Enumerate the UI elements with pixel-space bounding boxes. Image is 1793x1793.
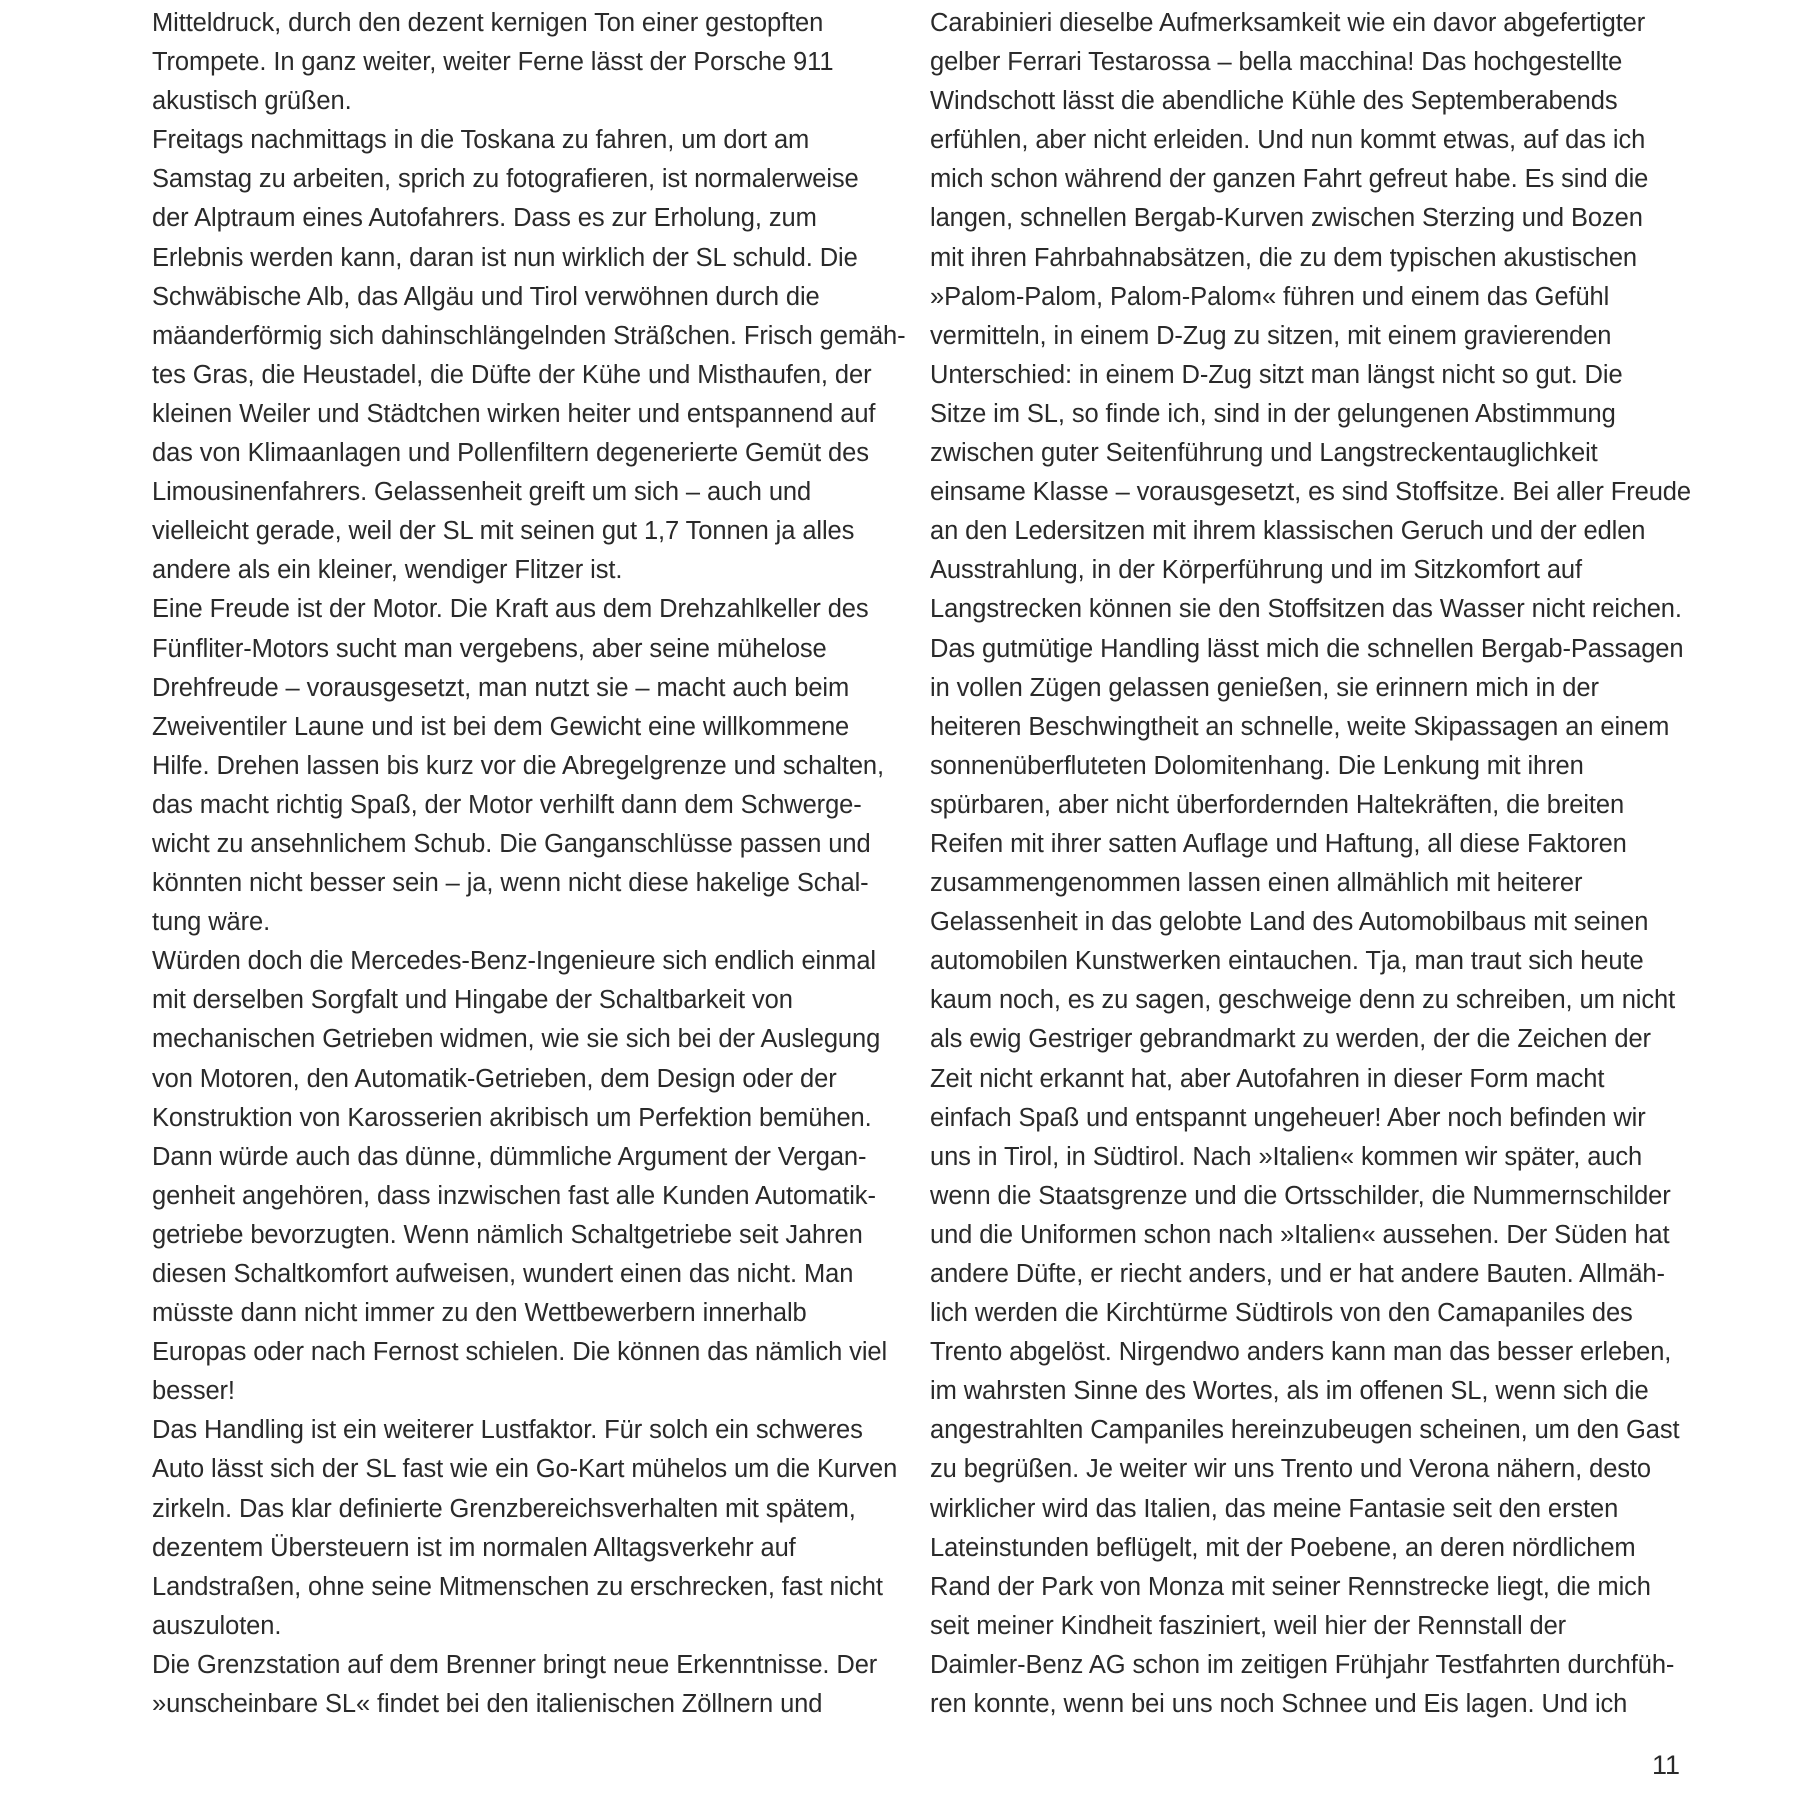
text-line: wirklicher wird das Italien, das meine Fantasie seit den ersten — [930, 1494, 1619, 1523]
text-line: zirkeln. Das klar definierte Grenzbereichsverhalten mit spätem, — [152, 1494, 856, 1523]
text-line: mechanischen Getrieben widmen, wie sie sich bei der Auslegung — [152, 1025, 881, 1054]
text-line: als ewig Gestriger gebrandmarkt zu werden, der die Zeichen der — [930, 1025, 1651, 1054]
text-line: Rand der Park von Monza mit seiner Rennstrecke liegt, die mich — [930, 1572, 1651, 1601]
text-column-left — [152, 4, 906, 1724]
text-line: Fünfliter-Motors sucht man vergebens, aber seine mühelose — [152, 634, 827, 663]
text-line: Hilfe. Drehen lassen bis kurz vor die Abregelgrenze und schalten, — [152, 751, 884, 780]
text-line: der Alptraum eines Autofahrers. Dass es zur Erholung, zum — [152, 204, 817, 233]
text-line: Würden doch die Mercedes-Benz-Ingenieure sich endlich einmal — [152, 947, 876, 976]
text-line: getriebe bevorzugten. Wenn nämlich Schaltgetriebe seit Jahren — [152, 1220, 863, 1249]
text-line: zusammengenommen lassen einen allmählich mit heiterer — [930, 869, 1583, 898]
text-line: und die Uniformen schon nach »Italien« aussehen. Der Süden hat — [930, 1220, 1670, 1249]
text-line: Sitze im SL, so finde ich, sind in der gelungenen Abstimmung — [930, 399, 1616, 428]
text-line: uns in Tirol, in Südtirol. Nach »Italien« kommen wir später, auch — [930, 1142, 1643, 1171]
text-line: müsste dann nicht immer zu den Wettbewerbern innerhalb — [152, 1299, 807, 1328]
page-number: 11 — [1651, 1750, 1680, 1780]
text-line: sonnenüberfluteten Dolomitenhang. Die Lenkung mit ihren — [930, 751, 1584, 780]
text-line: besser! — [152, 1377, 235, 1406]
text-line: Samstag zu arbeiten, sprich zu fotografieren, ist normalerweise — [152, 165, 859, 194]
text-line: Auto lässt sich der SL fast wie ein Go-Kart mühelos um die Kurven — [152, 1455, 898, 1484]
text-line: Zeit nicht erkannt hat, aber Autofahren in dieser Form macht — [930, 1064, 1605, 1093]
text-line: Zweiventiler Laune und ist bei dem Gewicht eine willkommene — [152, 712, 850, 741]
text-line: tung wäre. — [152, 908, 271, 937]
text-line: Mitteldruck, durch den dezent kernigen Ton einer gestopften — [152, 9, 824, 37]
text-line: »unscheinbare SL« findet bei den italienischen Zöllnern und — [152, 1690, 823, 1719]
text-line: automobilen Kunstwerken eintauchen. Tja, man traut sich heute — [930, 947, 1644, 976]
text-line: Die Grenzstation auf dem Brenner bringt neue Erkenntnisse. Der — [152, 1650, 878, 1679]
text-line: kaum noch, es zu sagen, geschweige denn zu schreiben, um nicht — [930, 986, 1676, 1015]
text-line: seit meiner Kindheit fasziniert, weil hier der Rennstall der — [930, 1611, 1567, 1640]
text-line: mit derselben Sorgfalt und Hingabe der Schaltbarkeit von — [152, 986, 793, 1015]
text-line: Trento abgelöst. Nirgendwo anders kann man das besser erleben, — [930, 1338, 1672, 1367]
text-line: könnten nicht besser sein – ja, wenn nicht diese hakelige Schal- — [152, 869, 869, 898]
text-line: einsame Klasse – vorausgesetzt, es sind Stoffsitze. Bei aller Freude — [930, 478, 1691, 507]
text-line: Erlebnis werden kann, daran ist nun wirklich der SL schuld. Die — [152, 243, 858, 272]
text-line: lich werden die Kirchtürme Südtirols von den Camapaniles des — [930, 1299, 1633, 1328]
text-line: in vollen Zügen gelassen genießen, sie erinnern mich in der — [930, 673, 1599, 702]
text-line: Europas oder nach Fernost schielen. Die können das nämlich viel — [152, 1338, 888, 1367]
text-line: an den Ledersitzen mit ihrem klassischen Geruch und der edlen — [930, 517, 1646, 546]
text-line: wenn die Staatsgrenze und die Ortsschilder, die Nummernschilder — [930, 1181, 1671, 1210]
text-line: Gelassenheit in das gelobte Land des Automobilbaus mit seinen — [930, 908, 1649, 937]
text-line: Eine Freude ist der Motor. Die Kraft aus dem Drehzahlkeller des — [152, 595, 869, 624]
text-line: einfach Spaß und entspannt ungeheuer! Aber noch befinden wir — [930, 1103, 1646, 1132]
text-line: im wahrsten Sinne des Wortes, als im offenen SL, wenn sich die — [930, 1377, 1649, 1406]
text-line: vermitteln, in einem D-Zug zu sitzen, mit einem gravierenden — [930, 321, 1612, 350]
text-line: von Motoren, den Automatik-Getrieben, dem Design oder der — [152, 1064, 837, 1093]
text-line: Das Handling ist ein weiterer Lustfaktor. Für solch ein schweres — [152, 1416, 863, 1445]
text-line: tes Gras, die Heustadel, die Düfte der Kühe und Misthaufen, der — [152, 360, 872, 389]
text-line: mich schon während der ganzen Fahrt gefreut habe. Es sind die — [930, 165, 1649, 194]
text-line: Trompete. In ganz weiter, weiter Ferne lässt der Porsche 911 — [152, 48, 834, 77]
text-line: Windschott lässt die abendliche Kühle des Septemberabends — [930, 87, 1618, 116]
text-line: dezentem Übersteuern ist im normalen Alltagsverkehr auf — [152, 1533, 796, 1562]
text-line: gelber Ferrari Testarossa – bella macchina! Das hochgestellte — [930, 48, 1623, 77]
text-line: Daimler-Benz AG schon im zeitigen Frühjahr Testfahrten durchfüh- — [930, 1650, 1675, 1679]
text-line: Freitags nachmittags in die Toskana zu fahren, um dort am — [152, 126, 810, 155]
text-line: »Palom-Palom, Palom-Palom« führen und einem das Gefühl — [930, 282, 1610, 311]
text-line: Landstraßen, ohne seine Mitmenschen zu erschrecken, fast nicht — [152, 1572, 883, 1601]
text-line: ren konnte, wenn bei uns noch Schnee und Eis lagen. Und ich — [930, 1690, 1628, 1719]
text-line: Carabinieri dieselbe Aufmerksamkeit wie ein davor abgefertigter — [930, 9, 1646, 37]
text-line: Schwäbische Alb, das Allgäu und Tirol verwöhnen durch die — [152, 282, 820, 311]
text-line: vielleicht gerade, weil der SL mit seinen gut 1,7 Tonnen ja alles — [152, 517, 855, 546]
text-line: angestrahlten Campaniles hereinzubeugen scheinen, um den Gast — [930, 1416, 1680, 1445]
text-line: das macht richtig Spaß, der Motor verhilft dann dem Schwerge- — [152, 790, 862, 819]
text-line: Drehfreude – vorausgesetzt, man nutzt sie – macht auch beim — [152, 673, 850, 702]
text-line: Unterschied: in einem D-Zug sitzt man längst nicht so gut. Die — [930, 360, 1623, 389]
text-line: spürbaren, aber nicht überfordernden Haltekräften, die breiten — [930, 790, 1625, 819]
text-line: auszuloten. — [152, 1611, 282, 1640]
text-line: kleinen Weiler und Städtchen wirken heiter und entspannend auf — [152, 399, 876, 428]
text-line: Das gutmütige Handling lässt mich die schnellen Bergab-Passagen — [930, 634, 1684, 663]
text-line: diesen Schaltkomfort aufweisen, wundert einen das nicht. Man — [152, 1260, 854, 1288]
text-line: Limousinenfahrers. Gelassenheit greift um sich – auch und — [152, 478, 812, 507]
text-line: das von Klimaanlagen und Pollenfiltern degenerierte Gemüt des — [152, 439, 869, 468]
text-line: mäanderförmig sich dahinschlängelnden Sträßchen. Frisch gemäh- — [152, 321, 906, 350]
text-line: wicht zu ansehnlichem Schub. Die Ganganschlüsse passen und — [152, 829, 871, 858]
text-line: andere als ein kleiner, wendiger Flitzer ist. — [152, 556, 623, 585]
text-column-right — [930, 4, 1691, 1724]
text-line: Lateinstunden beflügelt, mit der Poebene, an deren nördlichem — [930, 1533, 1636, 1562]
text-line: Konstruktion von Karosserien akribisch um Perfektion bemühen. — [152, 1103, 872, 1132]
text-line: zu begrüßen. Je weiter wir uns Trento und Verona nähern, desto — [930, 1455, 1651, 1484]
text-line: genheit angehören, dass inzwischen fast alle Kunden Automatik- — [152, 1181, 876, 1210]
text-line: Langstrecken können sie den Stoffsitzen das Wasser nicht reichen. — [930, 595, 1682, 624]
text-line: erfühlen, aber nicht erleiden. Und nun kommt etwas, auf das ich — [930, 126, 1646, 155]
text-line: andere Düfte, er riecht anders, und er hat andere Bauten. Allmäh- — [930, 1260, 1665, 1288]
text-line: Ausstrahlung, in der Körperführung und im Sitzkomfort auf — [930, 556, 1582, 585]
text-line: Reifen mit ihrer satten Auflage und Haftung, all diese Faktoren — [930, 829, 1627, 858]
text-line: langen, schnellen Bergab-Kurven zwischen Sterzing und Bozen — [930, 204, 1643, 233]
text-line: akustisch grüßen. — [152, 87, 352, 116]
text-line: mit ihren Fahrbahnabsätzen, die zu dem typischen akustischen — [930, 243, 1637, 272]
text-line: zwischen guter Seitenführung und Langstreckentauglichkeit — [930, 439, 1598, 468]
text-line: Dann würde auch das dünne, dümmliche Argument der Vergan- — [152, 1142, 867, 1171]
text-line: heiteren Beschwingtheit an schnelle, weite Skipassagen an einem — [930, 712, 1670, 741]
